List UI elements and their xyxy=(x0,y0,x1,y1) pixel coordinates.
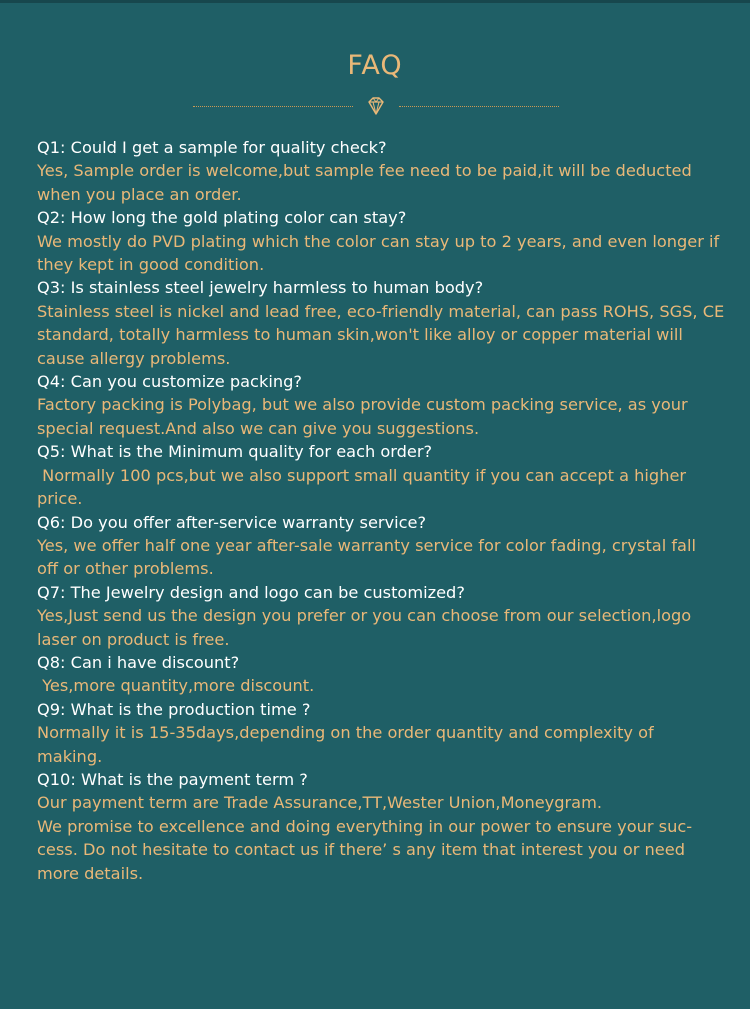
faq-answer-line: price. xyxy=(37,489,83,509)
faq-answer-line: standard, totally harmless to human skin,won't like alloy or copper material will xyxy=(37,325,683,345)
page-title: FAQ xyxy=(347,50,403,81)
faq-item xyxy=(37,581,727,651)
faq-item xyxy=(37,511,727,581)
faq-answer-line: laser on product is free. xyxy=(37,629,230,649)
faq-list xyxy=(37,136,727,885)
faq-answer-line: cause allergy problems. xyxy=(37,348,231,368)
faq-question: Q5: What is the Minimum quality for each order? xyxy=(37,442,433,462)
faq-answer-line: when you place an order. xyxy=(37,184,242,204)
divider-line-left xyxy=(193,106,353,107)
faq-item xyxy=(37,698,727,768)
faq-item xyxy=(37,768,727,885)
faq-question: Q1: Could I get a sample for quality check? xyxy=(37,138,387,157)
faq-answer-line: more details. xyxy=(37,863,144,883)
faq-answer-line: Normally it is 15-35days,depending on the order quantity and complexity of xyxy=(37,723,654,743)
faq-item xyxy=(37,206,727,276)
faq-answer-line: We mostly do PVD plating which the color can stay up to 2 years, and even longer if xyxy=(37,231,720,251)
faq-question: Q7: The Jewelry design and logo can be customized? xyxy=(37,582,465,602)
faq-item xyxy=(37,136,727,206)
faq-answer-line: Yes,more quantity,more discount. xyxy=(37,676,315,696)
faq-question: Q6: Do you offer after-service warranty service? xyxy=(37,512,427,532)
title-divider xyxy=(193,96,559,118)
faq-answer-line: Stainless steel is nickel and lead free, eco-friendly material, can pass ROHS, SGS, CE xyxy=(37,301,725,321)
faq-answer-line: Our payment term are Trade Assurance,TT,Wester Union,Moneygram. xyxy=(37,793,603,813)
faq-answer-line: Normally 100 pcs,but we also support small quantity if you can accept a higher xyxy=(37,465,687,485)
faq-item xyxy=(37,370,727,440)
faq-answer-line: off or other problems. xyxy=(37,559,214,579)
faq-question: Q9: What is the production time ? xyxy=(37,699,311,719)
faq-answer-line: they kept in good condition. xyxy=(37,255,265,275)
faq-question: Q10: What is the payment term ? xyxy=(37,769,308,789)
faq-answer-line: We promise to excellence and doing everything in our power to ensure your suc- xyxy=(37,816,693,836)
faq-item xyxy=(37,276,727,370)
divider-line-right xyxy=(399,106,559,107)
faq-item xyxy=(37,651,727,698)
faq-answer-line: Yes,Just send us the design you prefer or you can choose from our selection,logo xyxy=(37,606,692,626)
top-strip xyxy=(0,0,750,3)
faq-answer-line: Yes, Sample order is welcome,but sample fee need to be paid,it will be deducted xyxy=(37,161,692,181)
faq-answer-line: special request.And also we can give you suggestions. xyxy=(37,418,480,438)
faq-question: Q8: Can i have discount? xyxy=(37,652,240,672)
diamond-icon xyxy=(366,96,386,116)
faq-answer-line: Yes, we offer half one year after-sale warranty service for color fading, crystal fall xyxy=(37,535,696,555)
faq-item xyxy=(37,440,727,510)
faq-answer-line: Factory packing is Polybag, but we also provide custom packing service, as your xyxy=(37,395,688,415)
faq-question: Q3: Is stainless steel jewelry harmless to human body? xyxy=(37,278,484,298)
faq-question: Q4: Can you customize packing? xyxy=(37,372,302,392)
faq-answer-line: cess. Do not hesitate to contact us if there’ s any item that interest you or need xyxy=(37,840,685,860)
faq-answer-line: making. xyxy=(37,746,103,766)
faq-question: Q2: How long the gold plating color can stay? xyxy=(37,208,407,228)
